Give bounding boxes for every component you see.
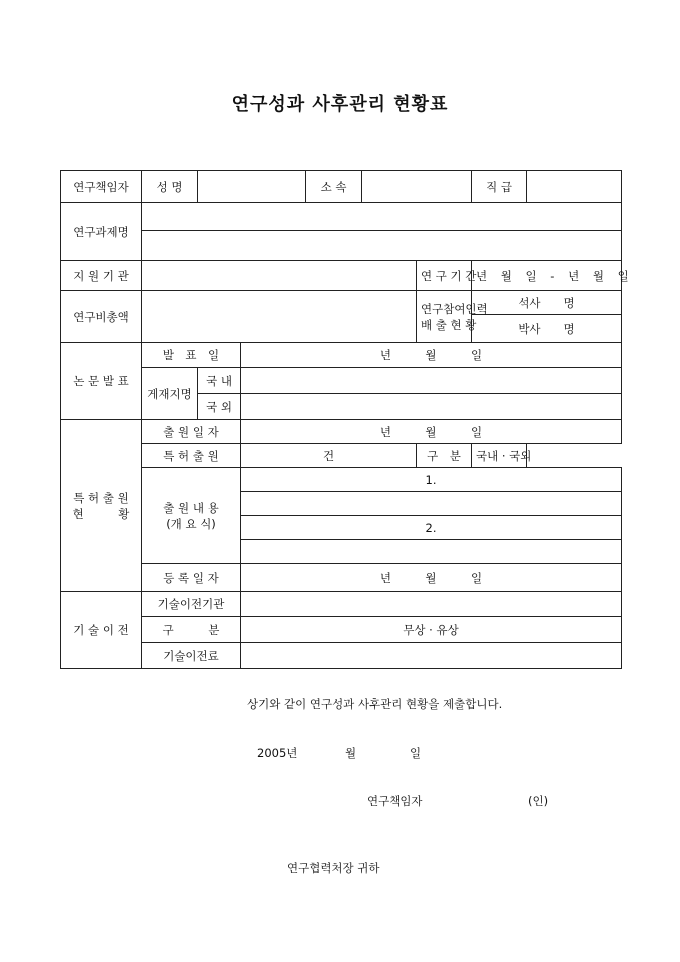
filing-content-label-line-2: (개 요 식) <box>166 516 216 531</box>
paper-date-field[interactable]: 년 월 일 <box>241 343 622 368</box>
addressee: 연구협력처장 귀하 <box>287 861 380 875</box>
filing-date-field[interactable]: 년 월 일 <box>241 420 622 444</box>
filing-content-item-1-cont[interactable] <box>241 492 622 516</box>
seal-mark: (인) <box>528 794 549 808</box>
paper-date-label: 발 표 일 <box>142 343 241 368</box>
personnel-label-line-2: 배 출 현 황 <box>421 317 477 332</box>
status-form-table <box>60 170 634 669</box>
transfer-class-field[interactable]: 무상 · 유상 <box>241 617 622 643</box>
patent-label-line-2: 현 황 <box>72 506 130 521</box>
budget-field[interactable] <box>142 291 417 343</box>
date-year: 2005년 <box>257 746 298 760</box>
journal-foreign-field[interactable] <box>241 394 622 420</box>
project-name-label: 연구과제명 <box>61 203 142 261</box>
transfer-class-label: 구 분 <box>142 617 241 643</box>
period-field[interactable]: 년 월 일 - 년 월 일 <box>472 261 622 291</box>
patent-class-label: 구 분 <box>417 444 472 468</box>
patent-count-field[interactable]: 건 <box>241 444 417 468</box>
affiliation-field[interactable] <box>362 171 472 203</box>
patent-class-field[interactable]: 국내 · 국외 <box>472 444 527 468</box>
registration-date-label: 등 록 일 자 <box>142 564 241 592</box>
rank-label: 직 급 <box>472 171 527 203</box>
journal-foreign-label: 국 외 <box>198 394 241 420</box>
project-name-field-2[interactable] <box>142 231 622 261</box>
transfer-org-field[interactable] <box>241 592 622 617</box>
name-label: 성 명 <box>142 171 198 203</box>
transfer-fee-field[interactable] <box>241 643 622 669</box>
date-day: 일 <box>410 746 422 760</box>
affiliation-label: 소 속 <box>306 171 362 203</box>
transfer-label: 기 술 이 전 <box>61 592 142 669</box>
phd-count-field[interactable]: 박사 명 <box>472 315 622 343</box>
name-field[interactable] <box>198 171 306 203</box>
filing-content-label-line-1: 출 원 내 용 <box>163 500 219 515</box>
budget-label: 연구비총액 <box>61 291 142 343</box>
period-label: 연 구 기 간 <box>417 261 472 291</box>
filing-content-item-1[interactable]: 1. <box>241 468 622 492</box>
personnel-label <box>417 291 488 343</box>
filing-date-label: 출 원 일 자 <box>142 420 241 444</box>
date-month: 월 <box>345 746 357 760</box>
signature-label: 연구책임자 <box>367 794 423 808</box>
masters-count-field[interactable]: 석사 명 <box>472 291 622 315</box>
filing-content-item-2[interactable]: 2. <box>241 516 622 540</box>
filing-content-label <box>142 468 241 564</box>
pi-label: 연구책임자 <box>61 171 142 203</box>
support-agency-label: 지 원 기 관 <box>61 261 142 291</box>
project-name-field-1[interactable] <box>142 203 622 231</box>
registration-date-field[interactable]: 년 월 일 <box>241 564 622 592</box>
transfer-fee-label: 기술이전료 <box>142 643 241 669</box>
patent-label-line-1: 특 허 출 원 <box>73 490 129 505</box>
rank-field[interactable] <box>527 171 622 203</box>
transfer-org-label: 기술이전기관 <box>142 592 241 617</box>
journal-label: 게재지명 <box>142 368 198 420</box>
personnel-label-line-1: 연구참여인력 <box>421 301 488 316</box>
paper-label: 논 문 발 표 <box>61 343 142 420</box>
support-agency-field[interactable] <box>142 261 417 291</box>
patent-label <box>61 420 142 592</box>
submission-statement: 상기와 같이 연구성과 사후관리 현황을 제출합니다. <box>247 697 503 711</box>
journal-domestic-field[interactable] <box>241 368 622 394</box>
patent-count-label: 특 허 출 원 <box>142 444 241 468</box>
filing-content-item-2-cont[interactable] <box>241 540 622 564</box>
document-title: 연구성과 사후관리 현황표 <box>231 94 449 115</box>
journal-domestic-label: 국 내 <box>198 368 241 394</box>
